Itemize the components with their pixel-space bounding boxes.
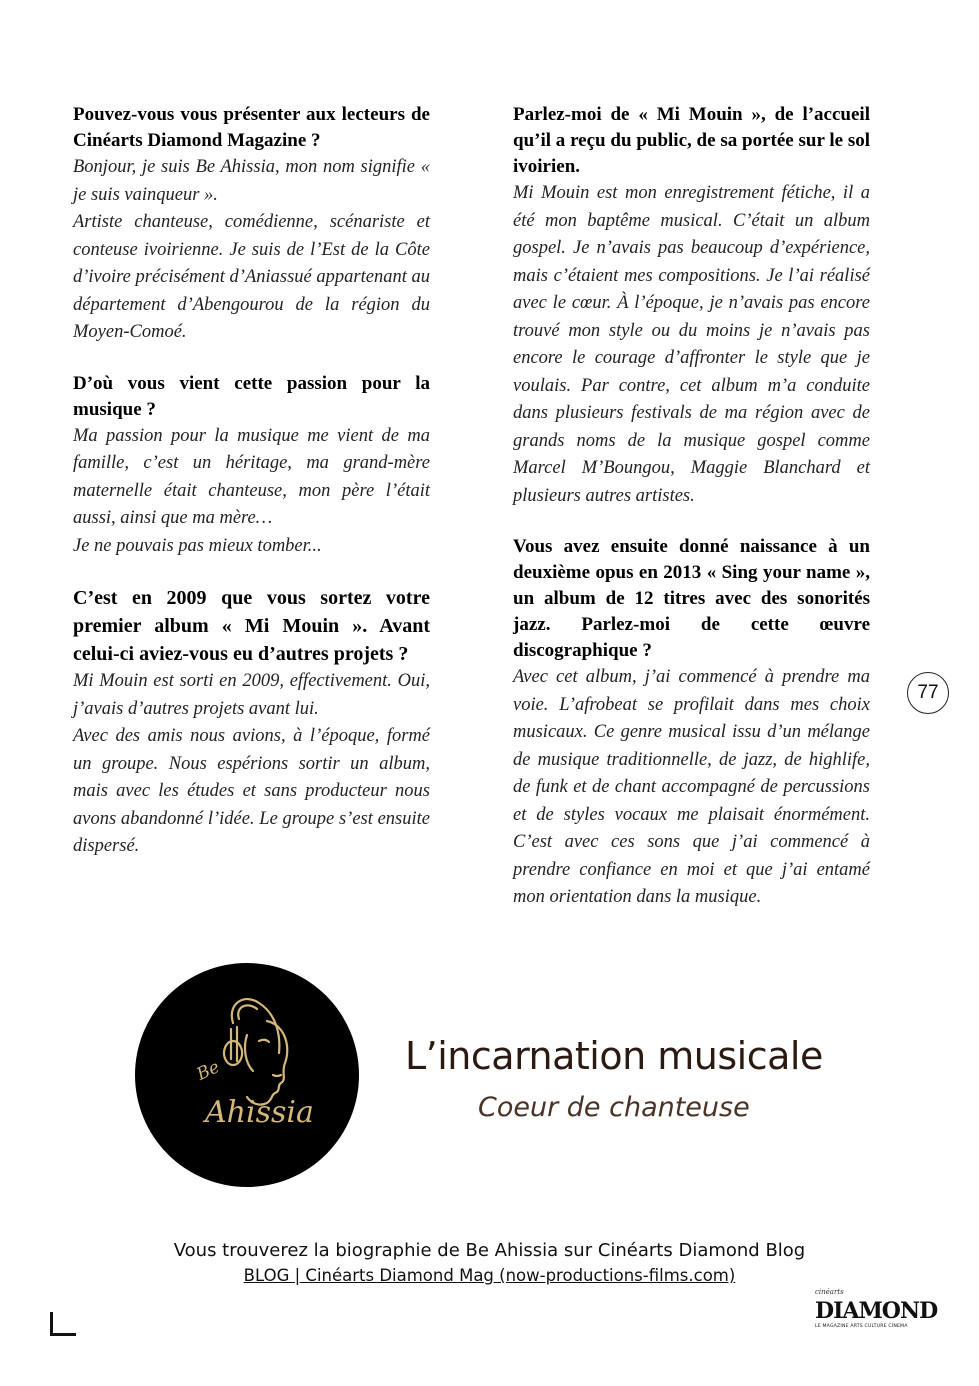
be-ahissia-logo (135, 963, 359, 1187)
brand-name: DIAMOND (815, 1298, 938, 1324)
answer-3-paragraph-1: Mi Mouin est sorti en 2009, effectivement. Oui, j’avais d’autres projets avant lui. (73, 671, 430, 719)
question-2: D’où vous vient cette passion pour la musique ? (73, 372, 430, 420)
blog-link[interactable]: BLOG | Cinéarts Diamond Mag (now-productions-films.com) (243, 1266, 736, 1285)
headline: L’incarnation musicale (405, 1034, 823, 1078)
right-column (513, 102, 870, 936)
question-1: Pouvez-vous vous présenter aux lecteurs de Cinéarts Diamond Magazine ? (73, 104, 430, 151)
qa-block-2 (73, 371, 430, 561)
brand-tagline: LE MAGAZINE ARTS CULTURE CINEMA (815, 1324, 908, 1329)
question-3: C’est en 2009 que vous sortez votre premier album « Mi Mouin ». Avant celui-ci aviez-vous eu d’autres projets ? (73, 587, 430, 665)
page-number: 77 (907, 672, 949, 714)
brand-small-text: cinéarts (815, 1288, 844, 1296)
logo-text-be: Be (193, 1057, 223, 1085)
answer-2-paragraph-1: Ma passion pour la musique me vient de ma famille, c’est un héritage, ma grand-mère maternelle était chanteuse, mon père l’était aussi, ainsi que ma mère… (73, 425, 430, 528)
left-column (73, 102, 430, 885)
singer-portrait-icon (135, 963, 359, 1187)
diamond-brand-logo (813, 1288, 938, 1338)
answer-5 (513, 664, 870, 912)
qa-block-1 (73, 102, 430, 347)
question-5: Vous avez ensuite donné naissance à un deuxième opus en 2013 « Sing your name », un album de 12 titres avec des sonorités jazz. Parlez-moi de cette œuvre discographique ? (513, 536, 870, 661)
corner-mark-icon (50, 1312, 76, 1336)
answer-2 (73, 423, 430, 561)
question-4: Parlez-moi de « Mi Mouin », de l’accueil qu’il a reçu du public, de sa portée sur le sol ivoirien. (513, 104, 870, 177)
answer-2-paragraph-2: Je ne pouvais pas mieux tomber... (73, 535, 322, 556)
answer-1-paragraph-2: Artiste chanteuse, comédienne, scénariste et conteuse ivoirienne. Je suis de l’Est de la Côte d’ivoire précisément d’Aniassué appartenant au département d’Abengourou de la région du Moyen-Comoé. (73, 212, 430, 342)
answer-3-paragraph-2: Avec des amis nous avions, à l’époque, formé un groupe. Nous espérions sortir un album, mais avec les études et sans producteur nous avons abandonné l’idée. Le groupe s’est ensuite dispersé. (73, 726, 430, 856)
answer-3 (73, 668, 430, 861)
answer-4 (513, 180, 870, 510)
bio-line: Vous trouverez la biographie de Be Ahissia sur Cinéarts Diamond Blog (173, 1240, 806, 1261)
answer-4-paragraph-1: Mi Mouin est mon enregistrement fétiche, il a été mon baptême musical. C’était un album gospel. Je n’avais pas beaucoup d’expérience, mais c’étaient mes compositions. Je l’ai réalisé avec le cœur. À l’époque, je n’avais pas encore trouvé mon style ou du moins je n’avais pas encore le courage d’affronter le style que je voulais. Par contre, cet album m’a conduite dans plusieurs festivals de ma région avec de grands noms de la musique gospel comme Marcel M’Boungou, Maggie Blanchard et plusieurs autres artistes. (513, 183, 870, 506)
qa-block-4 (513, 102, 870, 510)
answer-1-paragraph-1: Bonjour, je suis Be Ahissia, mon nom signifie « je suis vainqueur ». (73, 157, 430, 205)
subheadline: Coeur de chanteuse (478, 1092, 750, 1123)
logo-text-ahissia: Ahissia (205, 1095, 314, 1130)
answer-1 (73, 154, 430, 347)
qa-block-3 (73, 584, 430, 861)
qa-block-5 (513, 534, 870, 912)
answer-5-paragraph-1: Avec cet album, j’ai commencé à prendre ma voie. L’afrobeat se profilait dans mes choix musicaux. Ce genre musical issu d’un mélange de musique traditionnelle, de jazz, de highlife, de funk et de chant accompagné de percussions et de styles vocaux me plaisait énormément. C’est avec ces sons que j’ai commencé à prendre confiance en moi et que j’ai entamé mon orientation dans la musique. (513, 667, 870, 907)
